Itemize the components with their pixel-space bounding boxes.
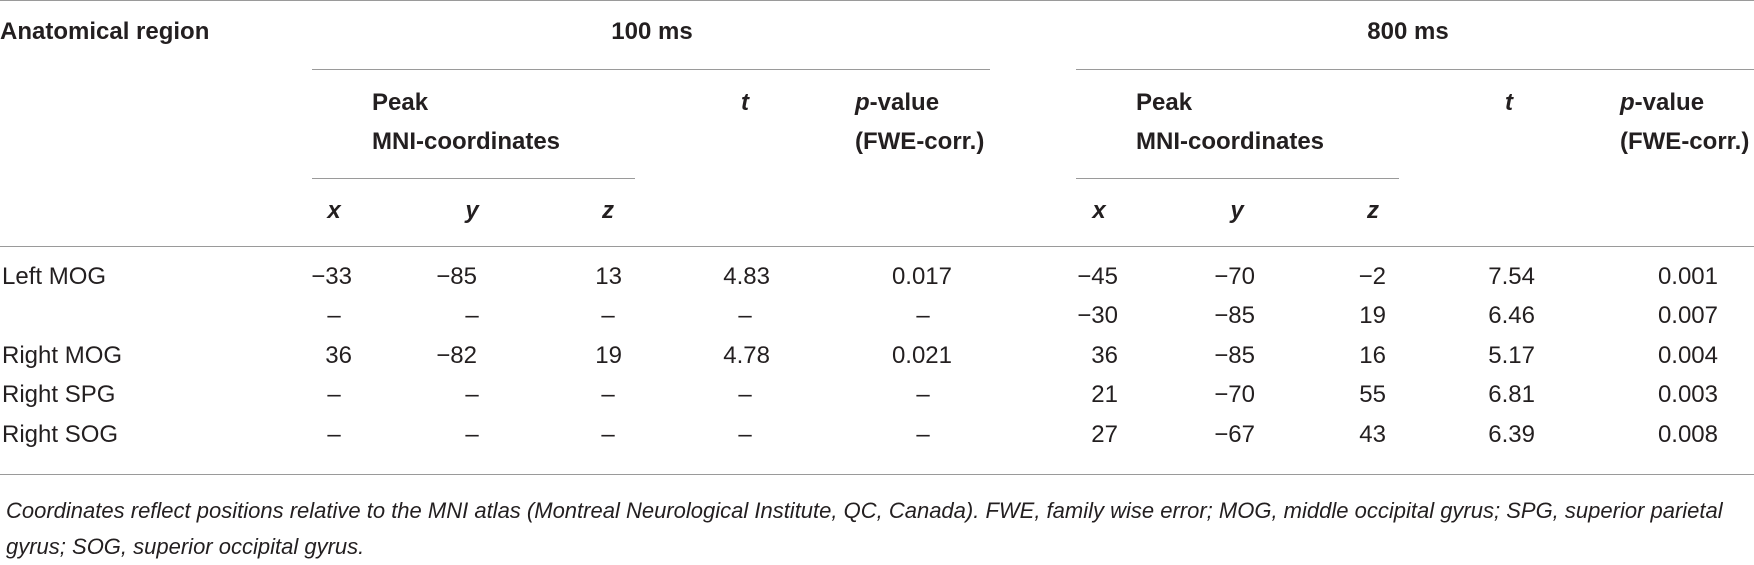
cell-100ms-t: –: [738, 302, 752, 329]
header-bottom-rule: [0, 246, 1754, 247]
header-p-800-italic: p: [1620, 89, 1635, 116]
cell-100ms-y: –: [465, 421, 479, 448]
cell-800ms-y: −70: [1214, 381, 1255, 408]
cell-100ms-y: −85: [436, 263, 477, 290]
cell-100ms-z: –: [601, 421, 615, 448]
cell-100ms-y: –: [465, 302, 479, 329]
cell-800ms-x: 21: [1091, 381, 1118, 408]
header-p-800: [1620, 89, 1704, 117]
cell-100ms-p: –: [916, 381, 930, 408]
cell-100ms-y: –: [465, 381, 479, 408]
cell-800ms-z: 16: [1359, 342, 1386, 369]
cell-800ms-x: −45: [1077, 263, 1118, 290]
header-region: Anatomical region: [0, 18, 210, 45]
header-peak-800-line2: MNI-coordinates: [1136, 128, 1325, 155]
header-group-100: 100 ms: [611, 18, 693, 45]
table-footnote: Coordinates reflect positions relative to the MNI atlas (Montreal Neurological Institute, QC, Canada). FWE, family wise error; MOG, middle occipital gyrus; SPG, superior parietal gyrus; SOG, superior occipital gyrus.: [6, 498, 1723, 559]
row-region-label: Right SOG: [2, 421, 119, 448]
cell-100ms-p: –: [916, 302, 930, 329]
cell-800ms-y: −85: [1214, 342, 1255, 369]
header-x-100: x: [327, 197, 341, 224]
cell-800ms-z: 43: [1359, 421, 1386, 448]
cell-100ms-z: 13: [595, 263, 622, 290]
cell-100ms-t: 4.78: [723, 342, 770, 369]
header-p-100: [855, 89, 939, 117]
cell-100ms-t: –: [738, 421, 752, 448]
cell-800ms-y: −67: [1214, 421, 1255, 448]
cell-100ms-p: 0.017: [891, 263, 952, 290]
group-800-rule: [1076, 69, 1754, 70]
header-p-800-rest: -value: [1634, 89, 1705, 116]
header-p-800-line2: (FWE-corr.): [1620, 128, 1750, 155]
cell-100ms-z: –: [601, 302, 615, 329]
cell-800ms-t: 6.39: [1488, 421, 1535, 448]
table-bottom-rule: [0, 474, 1754, 475]
header-p-100-line2: (FWE-corr.): [855, 128, 985, 155]
header-t-100: t: [741, 89, 749, 116]
cell-100ms-x: –: [327, 421, 341, 448]
cell-800ms-z: 55: [1359, 381, 1386, 408]
cell-800ms-x: −30: [1077, 302, 1118, 329]
header-group-800: 800 ms: [1367, 18, 1449, 45]
cell-100ms-t: 4.83: [723, 263, 770, 290]
header-t-800: t: [1505, 89, 1513, 116]
header-z-100: z: [602, 197, 614, 224]
header-p-100-rest: -value: [869, 89, 940, 116]
row-region-label: Right MOG: [2, 342, 123, 369]
cell-100ms-y: −82: [436, 342, 477, 369]
cell-800ms-p: 0.001: [1657, 263, 1718, 290]
header-z-800: z: [1367, 197, 1379, 224]
cell-800ms-p: 0.003: [1657, 381, 1718, 408]
group-100-rule: [312, 69, 990, 70]
row-region-label: Right SPG: [2, 381, 116, 408]
cell-800ms-p: 0.007: [1657, 302, 1718, 329]
header-y-100: y: [465, 197, 479, 224]
cell-100ms-x: –: [327, 302, 341, 329]
header-peak-100-line1: Peak: [372, 89, 429, 116]
header-peak-800-line1: Peak: [1136, 89, 1193, 116]
table-top-rule: [0, 0, 1754, 1]
cell-100ms-x: –: [327, 381, 341, 408]
cell-100ms-p: 0.021: [891, 342, 952, 369]
header-p-100-italic: p: [855, 89, 870, 116]
header-peak-100-line2: MNI-coordinates: [372, 128, 561, 155]
cell-100ms-x: 36: [325, 342, 352, 369]
cell-800ms-x: 27: [1091, 421, 1118, 448]
cell-100ms-z: 19: [595, 342, 622, 369]
cell-800ms-t: 6.81: [1488, 381, 1535, 408]
cell-100ms-p: –: [916, 421, 930, 448]
cell-100ms-x: −33: [311, 263, 352, 290]
peak-800-rule: [1076, 178, 1399, 179]
header-y-800: y: [1230, 197, 1244, 224]
row-region-label: Left MOG: [2, 263, 107, 290]
cell-800ms-t: 6.46: [1488, 302, 1535, 329]
cell-800ms-p: 0.008: [1657, 421, 1718, 448]
cell-800ms-y: −85: [1214, 302, 1255, 329]
cell-800ms-p: 0.004: [1657, 342, 1718, 369]
cell-800ms-y: −70: [1214, 263, 1255, 290]
cell-800ms-t: 7.54: [1488, 263, 1535, 290]
cell-800ms-z: 19: [1359, 302, 1386, 329]
peak-100-rule: [312, 178, 635, 179]
cell-800ms-z: −2: [1358, 263, 1386, 290]
cell-100ms-z: –: [601, 381, 615, 408]
header-x-800: x: [1092, 197, 1106, 224]
cell-800ms-t: 5.17: [1488, 342, 1535, 369]
cell-800ms-x: 36: [1091, 342, 1118, 369]
cell-100ms-t: –: [738, 381, 752, 408]
